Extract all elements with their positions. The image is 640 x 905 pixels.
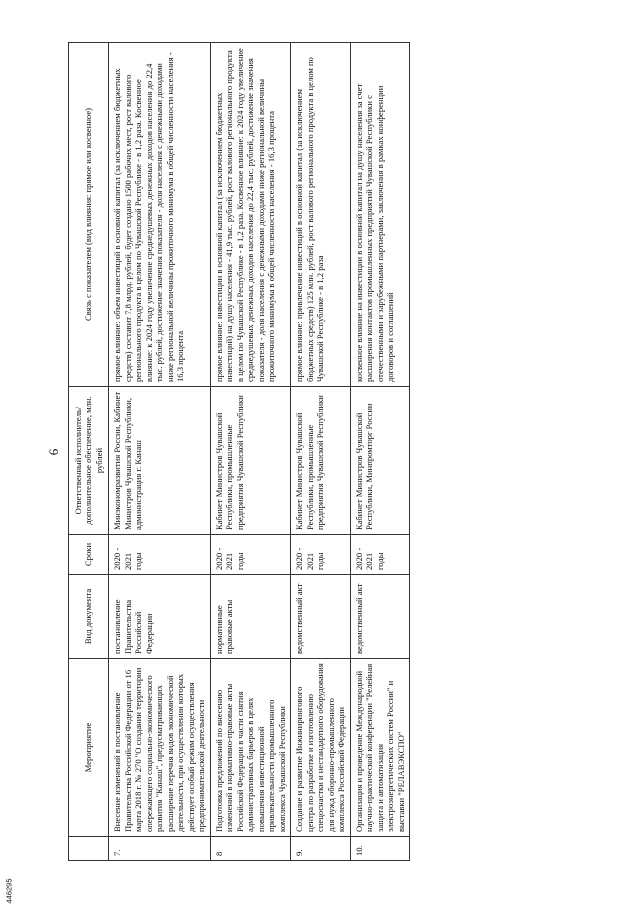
row-num: 9. — [291, 837, 350, 861]
header-responsible: Ответственный исполнитель/ дополнительное обеспечение, млн. рублей — [69, 387, 109, 535]
row-term: 2020 - 2021 годы — [210, 535, 290, 575]
table-header-row — [69, 43, 109, 861]
events-table — [68, 42, 410, 861]
row-link: прямое влияние: объем инвестиций в основной капитал (за исключением бюджетных средств) составит 7,8 млрд. рублей, будет создано 1500 рабочих мест, рост валового регионального продукта в целом по Чувашской Республике - в 1,2 раза. Косвенное влияние: к 2024 году увеличение среднедушевых денежных доходов населения до 22,4 тыс. рублей, достижение значения показателя - доля населения с денежными доходами ниже региональной величины прожиточного минимума в общей численности населения - 16,3 процента — [109, 43, 210, 387]
row-link: прямое влияние: привлечение инвестиций в основной капитал (за исключением бюджетных средств) 125 млн. рублей, рост валового регионального продукта в целом по Чувашской Республике - в 1,2 раза — [291, 43, 350, 387]
row-term: 2020 - 2021 годы — [291, 535, 350, 575]
page-number: 6 — [46, 448, 61, 456]
rotated-page — [40, 37, 600, 867]
row-term: 2020 - 2021 годы — [109, 535, 210, 575]
document-code — [2, 862, 16, 902]
table-row — [350, 43, 409, 861]
row-responsible: Кабинет Министров Чувашской Республики, промышленные предприятия Чувашской Республики — [210, 387, 290, 535]
row-term: 2020 - 2021 годы — [350, 535, 409, 575]
row-num: 7. — [109, 837, 210, 861]
row-event: Организация и проведение Международной научно-практической конференции "Релейная защита и автоматизация электроэнергетических систем России" и выставки "РЕЛАВЭКСПО" — [350, 659, 409, 837]
row-doc-type: нормативные правовые акты — [210, 575, 290, 659]
document-code-text: 446295 — [4, 878, 14, 904]
table-row — [291, 43, 350, 861]
header-num — [69, 837, 109, 861]
row-responsible: Кабинет Министров Чувашской Республики, Минпромторг России — [350, 387, 409, 535]
row-doc-type: ведомственный акт — [291, 575, 350, 659]
row-event: Внесение изменений в постановление Правительства Российской Федерации от 16 марта 2018 г. № 270 "О создании территории опережающего социально-экономического развития "Канаш", предусматривающих расширение перечня видов экономической деятельности, при осуществлении которых действует особый режим осуществления предпринимательской деятельности — [109, 659, 210, 837]
header-link: Связь с показателем (вид влияния: прямое или косвенное) — [69, 43, 109, 387]
header-term: Сроки — [69, 535, 109, 575]
row-event: Создание и развитие Инжинирингового центра по разработке и изготовлению спецоснастки и нестандартного оборудования для нужд оборонно-промышленного комплекса Российской Федерации — [291, 659, 350, 837]
row-doc-type: ведомственный акт — [350, 575, 409, 659]
row-link: прямое влияние: инвестиции в основной капитал (за исключением бюджетных инвестиций) на душу населения - 41,9 тыс. рублей, рост валового регионального продукта в целом по Чувашской Республике - в 1,2 раза. Косвенное влияние: к 2024 году увеличение среднедушевых денежных доходов населения до 22,4 тыс. рублей, достижение значения показателя - доля населения с денежными доходами ниже региональной величины прожиточного минимума в общей численности населения - 16,3 процента — [210, 43, 290, 387]
row-num: 8 — [210, 837, 290, 861]
row-event: Подготовка предложений по внесению изменений в нормативно-правовые акты Российской Федерации в части снятия административных барьеров в целях повышения инвестиционной привлекательности промышленного комплекса Чувашской Республики — [210, 659, 290, 837]
row-link: косвенное влияние на инвестиции в основной капитал на душу населения за счет расширения контактов промышленных предприятий Чувашской Республики с отечественными и зарубежными партнерами, заключения в рамках конференции договоров и соглашений — [350, 43, 409, 387]
table-row — [109, 43, 210, 861]
header-doc-type: Вид документа — [69, 575, 109, 659]
row-responsible: Минэкономразвития России, Кабинет Министров Чувашской Республики, администрация г. Канаш — [109, 387, 210, 535]
table-row — [210, 43, 290, 861]
row-responsible: Кабинет Министров Чувашской Республики, промышленные предприятия Чувашской Республики — [291, 387, 350, 535]
row-num: 10. — [350, 837, 409, 861]
row-doc-type: постановление Правительства Российской Федерации — [109, 575, 210, 659]
header-event: Мероприятие — [69, 659, 109, 837]
